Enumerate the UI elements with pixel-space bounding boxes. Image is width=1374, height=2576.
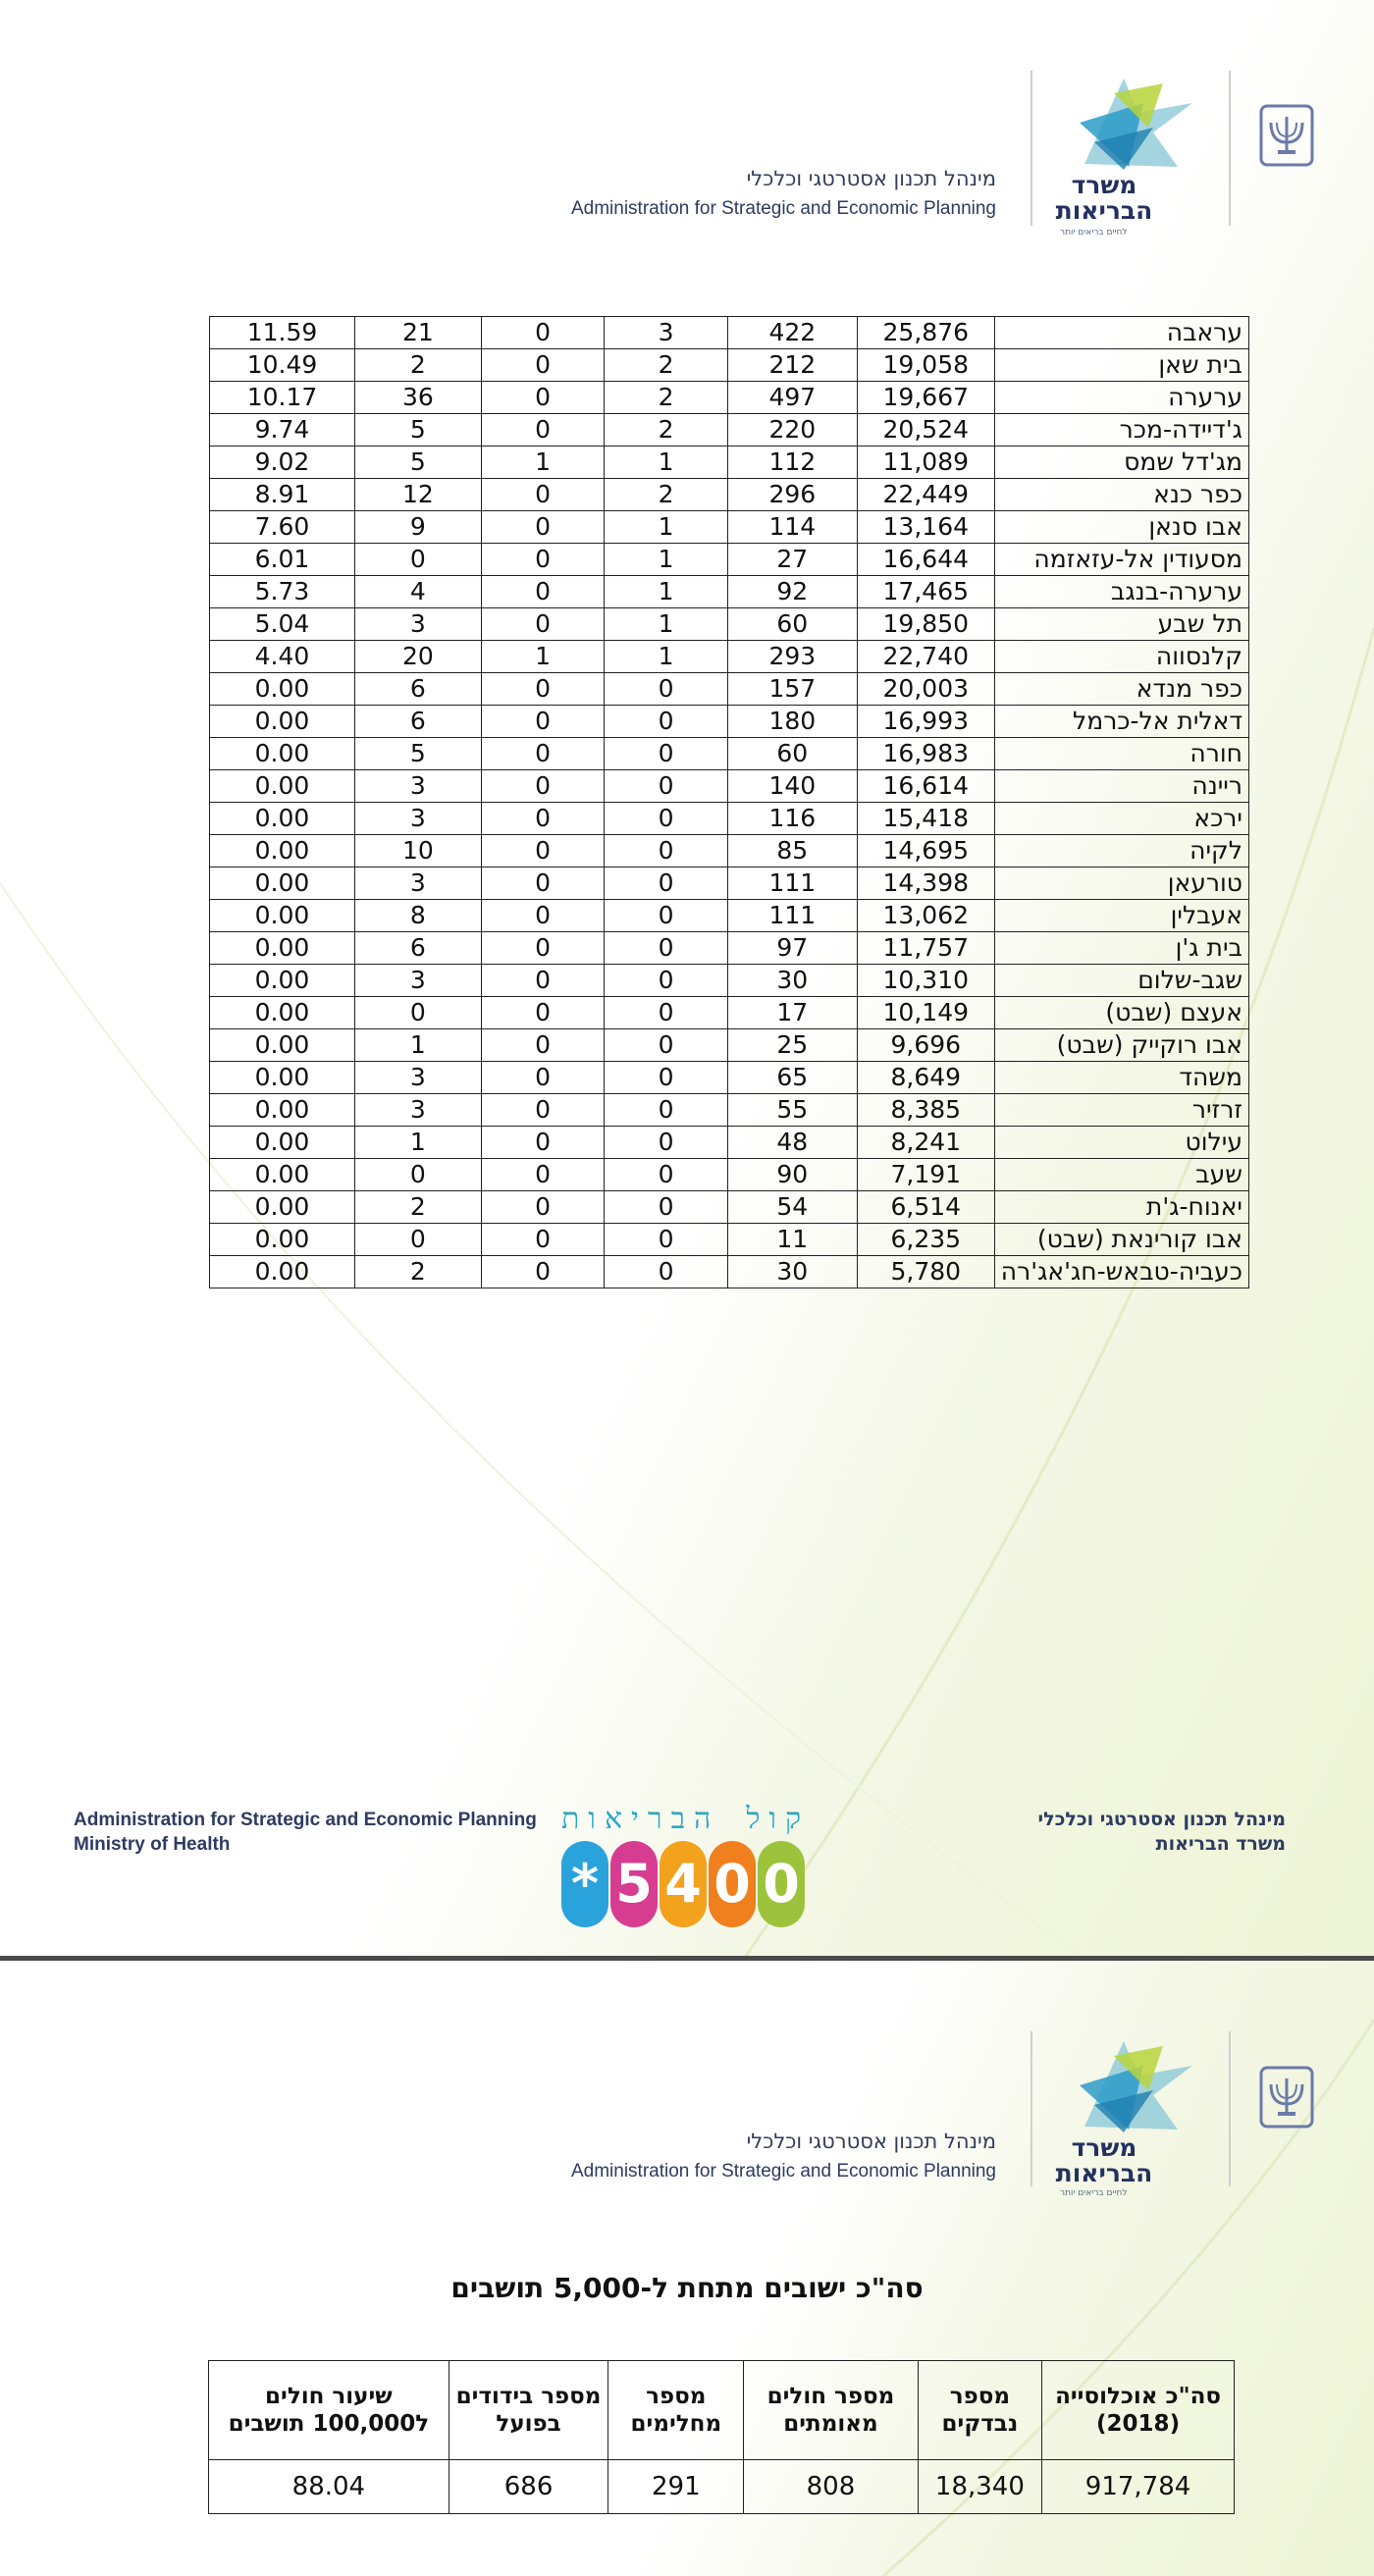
confirmed-cell: 1	[605, 576, 728, 608]
settlement-name: אעבלין	[994, 900, 1248, 932]
summary-value: 808	[744, 2460, 918, 2514]
settlement-name: אבו רוקייק (שבט)	[994, 1029, 1248, 1062]
recovered-cell: 0	[481, 706, 605, 738]
recovered-cell: 0	[481, 867, 605, 900]
hotline-digit: 0	[709, 1841, 756, 1927]
tested-cell: 60	[727, 738, 857, 770]
recovered-cell: 0	[481, 511, 605, 544]
table-row	[210, 770, 1249, 803]
isolated-cell: 0	[355, 997, 482, 1029]
isolated-cell: 3	[355, 608, 482, 641]
confirmed-cell: 0	[605, 1224, 728, 1256]
tested-cell: 85	[727, 835, 857, 867]
tested-cell: 48	[727, 1127, 857, 1159]
tested-cell: 112	[727, 447, 857, 479]
isolated-cell: 5	[355, 414, 482, 447]
recovered-cell: 0	[481, 673, 605, 706]
rate-cell: 0.00	[210, 1256, 355, 1288]
rate-cell: 9.02	[210, 447, 355, 479]
table-row	[210, 867, 1249, 900]
population-cell: 5,780	[857, 1256, 994, 1288]
population-cell: 22,740	[857, 641, 994, 673]
admin-english-title: Administration for Strategic and Economic Planning	[570, 2161, 996, 2182]
table-row	[210, 965, 1249, 997]
population-cell: 10,310	[857, 965, 994, 997]
footer-hebrew	[1038, 1808, 1286, 1857]
table-row	[210, 511, 1249, 544]
settlement-name: עילוט	[994, 1127, 1248, 1159]
recovered-cell: 0	[481, 803, 605, 835]
population-cell: 20,003	[857, 673, 994, 706]
page-header	[0, 0, 1374, 236]
confirmed-cell: 0	[605, 965, 728, 997]
confirmed-cell: 0	[605, 1256, 728, 1288]
summary-table	[208, 2360, 1235, 2514]
rate-cell: 0.00	[210, 706, 355, 738]
summary-header-row	[209, 2361, 1235, 2460]
population-cell: 25,876	[857, 317, 994, 349]
confirmed-cell: 2	[605, 414, 728, 447]
summary-header: שיעור חולים ל100,000 תושבים	[209, 2361, 449, 2460]
summary-value: 18,340	[918, 2460, 1041, 2514]
rate-cell: 0.00	[210, 1127, 355, 1159]
isolated-cell: 0	[355, 544, 482, 576]
tested-cell: 97	[727, 932, 857, 965]
population-cell: 19,667	[857, 382, 994, 414]
table-row	[210, 803, 1249, 835]
population-cell: 8,385	[857, 1094, 994, 1127]
settlement-name: אבו סנאן	[994, 511, 1248, 544]
confirmed-cell: 0	[605, 1127, 728, 1159]
settlement-name: משהד	[994, 1062, 1248, 1094]
recovered-cell: 0	[481, 900, 605, 932]
state-emblem-icon	[1258, 103, 1315, 168]
rate-cell: 0.00	[210, 1094, 355, 1127]
rate-cell: 0.00	[210, 1191, 355, 1224]
recovered-cell: 0	[481, 1062, 605, 1094]
isolated-cell: 0	[355, 1224, 482, 1256]
tested-cell: 30	[727, 965, 857, 997]
isolated-cell: 5	[355, 447, 482, 479]
rate-cell: 5.73	[210, 576, 355, 608]
recovered-cell: 1	[481, 447, 605, 479]
table-row	[210, 382, 1249, 414]
summary-header: מספר בידודים בפועל	[449, 2361, 608, 2460]
table-row	[210, 1191, 1249, 1224]
confirmed-cell: 0	[605, 1029, 728, 1062]
rate-cell: 0.00	[210, 738, 355, 770]
footer-english	[74, 1808, 537, 1857]
page-header	[0, 1961, 1374, 2196]
admin-hebrew-title: מינהל תכנון אסטרטגי וכלכלי	[746, 167, 996, 190]
tested-cell: 17	[727, 997, 857, 1029]
tested-cell: 30	[727, 1256, 857, 1288]
settlement-name: אבו קורינאת (שבט)	[994, 1224, 1248, 1256]
rate-cell: 0.00	[210, 900, 355, 932]
tested-cell: 55	[727, 1094, 857, 1127]
isolated-cell: 2	[355, 1256, 482, 1288]
settlement-name: בית ג'ן	[994, 932, 1248, 965]
population-cell: 8,649	[857, 1062, 994, 1094]
confirmed-cell: 0	[605, 932, 728, 965]
logo-line1: משרד	[1071, 2133, 1137, 2162]
summary-value: 917,784	[1042, 2460, 1235, 2514]
isolated-cell: 6	[355, 932, 482, 965]
settlement-name: מסעודין אל-עזאזמה	[994, 544, 1248, 576]
settlements-table-body	[210, 317, 1249, 1288]
tested-cell: 25	[727, 1029, 857, 1062]
table-row	[210, 317, 1249, 349]
settlement-name: מג'דל שמס	[994, 447, 1248, 479]
summary-header: מספר מחלימים	[608, 2361, 744, 2460]
population-cell: 16,983	[857, 738, 994, 770]
confirmed-cell: 3	[605, 317, 728, 349]
settlement-name: אעצם (שבט)	[994, 997, 1248, 1029]
ministry-logo-icon	[1055, 74, 1202, 172]
population-cell: 9,696	[857, 1029, 994, 1062]
confirmed-cell: 0	[605, 997, 728, 1029]
recovered-cell: 0	[481, 479, 605, 511]
isolated-cell: 6	[355, 673, 482, 706]
settlements-table	[209, 316, 1249, 1288]
table-row	[210, 738, 1249, 770]
header-divider-2	[1229, 71, 1231, 226]
rate-cell: 0.00	[210, 803, 355, 835]
population-cell: 19,850	[857, 608, 994, 641]
recovered-cell: 0	[481, 770, 605, 803]
summary-value: 686	[449, 2460, 608, 2514]
isolated-cell: 3	[355, 867, 482, 900]
population-cell: 15,418	[857, 803, 994, 835]
recovered-cell: 0	[481, 997, 605, 1029]
recovered-cell: 0	[481, 608, 605, 641]
settlement-name: חורה	[994, 738, 1248, 770]
confirmed-cell: 2	[605, 349, 728, 382]
tested-cell: 90	[727, 1159, 857, 1191]
summary-value: 291	[608, 2460, 744, 2514]
footer-hebrew-line2: משרד הבריאות	[1155, 1833, 1286, 1855]
hotline-digit: 5	[610, 1841, 658, 1927]
confirmed-cell: 1	[605, 641, 728, 673]
isolated-cell: 0	[355, 1159, 482, 1191]
settlement-name: ערערה	[994, 382, 1248, 414]
population-cell: 22,449	[857, 479, 994, 511]
population-cell: 19,058	[857, 349, 994, 382]
settlement-name: עראבה	[994, 317, 1248, 349]
population-cell: 16,644	[857, 544, 994, 576]
isolated-cell: 2	[355, 349, 482, 382]
population-cell: 8,241	[857, 1127, 994, 1159]
tested-cell: 54	[727, 1191, 857, 1224]
confirmed-cell: 0	[605, 706, 728, 738]
settlement-name: דאלית אל-כרמל	[994, 706, 1248, 738]
confirmed-cell: 0	[605, 867, 728, 900]
rate-cell: 5.04	[210, 608, 355, 641]
rate-cell: 10.49	[210, 349, 355, 382]
recovered-cell: 0	[481, 1191, 605, 1224]
confirmed-cell: 0	[605, 738, 728, 770]
settlement-name: טורעאן	[994, 867, 1248, 900]
settlement-name: כפר כנא	[994, 479, 1248, 511]
table-row	[210, 576, 1249, 608]
header-divider	[1030, 2031, 1032, 2186]
rate-cell: 7.60	[210, 511, 355, 544]
settlement-name: כפר מנדא	[994, 673, 1248, 706]
confirmed-cell: 0	[605, 803, 728, 835]
population-cell: 16,993	[857, 706, 994, 738]
recovered-cell: 0	[481, 1224, 605, 1256]
population-cell: 13,164	[857, 511, 994, 544]
table-row	[210, 447, 1249, 479]
summary-header: סה"כ אוכלוסייה (2018)	[1042, 2361, 1235, 2460]
recovered-cell: 1	[481, 641, 605, 673]
summary-title: סה"כ ישובים מתחת ל-5,000 תושבים	[450, 2272, 924, 2304]
tested-cell: 114	[727, 511, 857, 544]
rate-cell: 0.00	[210, 965, 355, 997]
rate-cell: 0.00	[210, 835, 355, 867]
table-row	[210, 900, 1249, 932]
isolated-cell: 8	[355, 900, 482, 932]
state-emblem-icon	[1258, 2065, 1315, 2129]
confirmed-cell: 0	[605, 1159, 728, 1191]
isolated-cell: 20	[355, 641, 482, 673]
kol-habriut-label: קול הבריאות	[561, 1802, 811, 1836]
recovered-cell: 0	[481, 1127, 605, 1159]
recovered-cell: 0	[481, 1159, 605, 1191]
isolated-cell: 10	[355, 835, 482, 867]
tested-cell: 27	[727, 544, 857, 576]
ministry-logo-icon	[1055, 2036, 1202, 2134]
footer-english-line1: Administration for Strategic and Economic Planning	[74, 1810, 537, 1830]
confirmed-cell: 0	[605, 900, 728, 932]
confirmed-cell: 0	[605, 1191, 728, 1224]
tested-cell: 111	[727, 900, 857, 932]
isolated-cell: 36	[355, 382, 482, 414]
rate-cell: 11.59	[210, 317, 355, 349]
isolated-cell: 5	[355, 738, 482, 770]
table-row	[210, 1029, 1249, 1062]
isolated-cell: 3	[355, 1062, 482, 1094]
settlement-name: בית שאן	[994, 349, 1248, 382]
isolated-cell: 1	[355, 1029, 482, 1062]
tested-cell: 422	[727, 317, 857, 349]
confirmed-cell: 2	[605, 382, 728, 414]
logo-tagline: לחיים בריאים יותר	[1060, 2188, 1128, 2198]
table-row	[210, 835, 1249, 867]
recovered-cell: 0	[481, 1029, 605, 1062]
isolated-cell: 1	[355, 1127, 482, 1159]
table-row	[210, 414, 1249, 447]
hotline-digit: 4	[660, 1841, 707, 1927]
tested-cell: 212	[727, 349, 857, 382]
settlement-name: ערערה-בנגב	[994, 576, 1248, 608]
recovered-cell: 0	[481, 932, 605, 965]
recovered-cell: 0	[481, 738, 605, 770]
isolated-cell: 4	[355, 576, 482, 608]
settlement-name: ירכא	[994, 803, 1248, 835]
confirmed-cell: 1	[605, 608, 728, 641]
rate-cell: 0.00	[210, 673, 355, 706]
rate-cell: 0.00	[210, 932, 355, 965]
confirmed-cell: 0	[605, 1094, 728, 1127]
population-cell: 6,235	[857, 1224, 994, 1256]
tested-cell: 65	[727, 1062, 857, 1094]
confirmed-cell: 1	[605, 447, 728, 479]
tested-cell: 180	[727, 706, 857, 738]
settlement-name: לקיה	[994, 835, 1248, 867]
settlement-name: ג'דיידה-מכר	[994, 414, 1248, 447]
rate-cell: 0.00	[210, 867, 355, 900]
tested-cell: 60	[727, 608, 857, 641]
population-cell: 16,614	[857, 770, 994, 803]
tested-cell: 92	[727, 576, 857, 608]
table-row	[210, 997, 1249, 1029]
rate-cell: 0.00	[210, 997, 355, 1029]
table-row	[210, 932, 1249, 965]
header-divider-2	[1229, 2031, 1231, 2186]
recovered-cell: 0	[481, 835, 605, 867]
population-cell: 11,089	[857, 447, 994, 479]
population-cell: 20,524	[857, 414, 994, 447]
confirmed-cell: 0	[605, 1062, 728, 1094]
admin-english-title: Administration for Strategic and Economic Planning	[570, 198, 996, 219]
logo-line2: הבריאות	[1055, 196, 1153, 225]
settlement-name: שעב	[994, 1159, 1248, 1191]
footer-english-line2: Ministry of Health	[74, 1834, 231, 1855]
table-row	[210, 706, 1249, 738]
rate-cell: 9.74	[210, 414, 355, 447]
confirmed-cell: 1	[605, 544, 728, 576]
summary-value: 88.04	[209, 2460, 449, 2514]
settlement-name: ריינה	[994, 770, 1248, 803]
rate-cell: 0.00	[210, 1224, 355, 1256]
tested-cell: 220	[727, 414, 857, 447]
logo-line1: משרד	[1071, 171, 1137, 199]
tested-cell: 296	[727, 479, 857, 511]
hotline-digit: 0	[758, 1841, 805, 1927]
tested-cell: 157	[727, 673, 857, 706]
table-row	[210, 641, 1249, 673]
table-row	[210, 1159, 1249, 1191]
settlement-name: כעביה-טבאש-חג'אג'רה	[994, 1256, 1248, 1288]
isolated-cell: 6	[355, 706, 482, 738]
table-row	[210, 1127, 1249, 1159]
table-row	[210, 1224, 1249, 1256]
recovered-cell: 0	[481, 1256, 605, 1288]
tested-cell: 11	[727, 1224, 857, 1256]
population-cell: 17,465	[857, 576, 994, 608]
population-cell: 14,398	[857, 867, 994, 900]
rate-cell: 4.40	[210, 641, 355, 673]
recovered-cell: 0	[481, 1094, 605, 1127]
summary-header: מספר נבדקים	[918, 2361, 1041, 2460]
isolated-cell: 3	[355, 770, 482, 803]
table-row	[210, 544, 1249, 576]
table-row	[210, 608, 1249, 641]
recovered-cell: 0	[481, 965, 605, 997]
isolated-cell: 9	[355, 511, 482, 544]
logo-line2: הבריאות	[1055, 2159, 1153, 2187]
recovered-cell: 0	[481, 382, 605, 414]
population-cell: 13,062	[857, 900, 994, 932]
tested-cell: 497	[727, 382, 857, 414]
settlement-name: זרזיר	[994, 1094, 1248, 1127]
confirmed-cell: 1	[605, 511, 728, 544]
recovered-cell: 0	[481, 544, 605, 576]
population-cell: 6,514	[857, 1191, 994, 1224]
hotline-5400-logo	[561, 1841, 805, 1929]
summary-value-row	[209, 2460, 1235, 2514]
header-divider	[1030, 71, 1032, 226]
table-row	[210, 1256, 1249, 1288]
population-cell: 10,149	[857, 997, 994, 1029]
settlement-name: יאנוח-ג'ת	[994, 1191, 1248, 1224]
tested-cell: 116	[727, 803, 857, 835]
table-row	[210, 1062, 1249, 1094]
recovered-cell: 0	[481, 317, 605, 349]
rate-cell: 0.00	[210, 770, 355, 803]
population-cell: 11,757	[857, 932, 994, 965]
table-row	[210, 349, 1249, 382]
settlement-name: תל שבע	[994, 608, 1248, 641]
summary-header: מספר חולים מאומתים	[744, 2361, 918, 2460]
confirmed-cell: 0	[605, 770, 728, 803]
footer-hebrew-line1: מינהל תכנון אסטרטגי וכלכלי	[1037, 1809, 1286, 1830]
isolated-cell: 12	[355, 479, 482, 511]
settlement-name: שגב-שלום	[994, 965, 1248, 997]
tested-cell: 293	[727, 641, 857, 673]
rate-cell: 10.17	[210, 382, 355, 414]
table-row	[210, 1094, 1249, 1127]
logo-tagline: לחיים בריאים יותר	[1060, 228, 1128, 237]
table-row	[210, 673, 1249, 706]
isolated-cell: 3	[355, 803, 482, 835]
isolated-cell: 2	[355, 1191, 482, 1224]
rate-cell: 0.00	[210, 1159, 355, 1191]
settlement-name: קלנסווה	[994, 641, 1248, 673]
confirmed-cell: 0	[605, 835, 728, 867]
isolated-cell: 21	[355, 317, 482, 349]
population-cell: 7,191	[857, 1159, 994, 1191]
confirmed-cell: 0	[605, 673, 728, 706]
recovered-cell: 0	[481, 349, 605, 382]
isolated-cell: 3	[355, 1094, 482, 1127]
hotline-digit: *	[561, 1841, 608, 1927]
rate-cell: 0.00	[210, 1062, 355, 1094]
table-row	[210, 479, 1249, 511]
rate-cell: 8.91	[210, 479, 355, 511]
admin-hebrew-title: מינהל תכנון אסטרטגי וכלכלי	[746, 2129, 996, 2153]
tested-cell: 140	[727, 770, 857, 803]
rate-cell: 6.01	[210, 544, 355, 576]
tested-cell: 111	[727, 867, 857, 900]
confirmed-cell: 2	[605, 479, 728, 511]
rate-cell: 0.00	[210, 1029, 355, 1062]
recovered-cell: 0	[481, 576, 605, 608]
population-cell: 14,695	[857, 835, 994, 867]
recovered-cell: 0	[481, 414, 605, 447]
isolated-cell: 3	[355, 965, 482, 997]
